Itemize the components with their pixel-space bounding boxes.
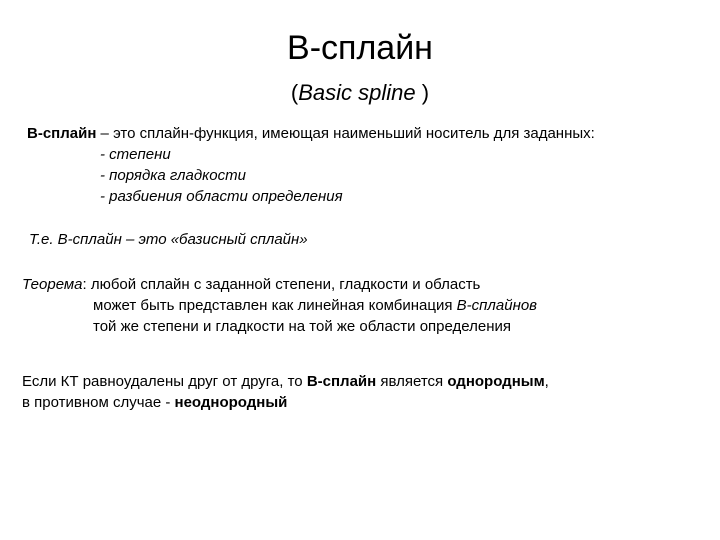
theorem-label: Теорема — [22, 276, 83, 293]
note-line-1-a: Если КТ равноудалены друг от друга, то — [22, 373, 307, 390]
theorem-line-3: той же степени и гладкости на той же области определения — [93, 318, 511, 335]
ie-line: Т.е. B-сплайн – это «базисный сплайн» — [29, 231, 308, 248]
note-line-1 — [22, 372, 549, 392]
definition-term: B-сплайн — [27, 125, 97, 142]
theorem-line-1-text: : любой сплайн с заданной степени, гладкости и область — [82, 276, 481, 293]
theorem-line-2-text: может быть представлен как линейная комбинация — [93, 297, 457, 314]
definition-line — [27, 124, 595, 144]
note-line-1-term: B-сплайн — [306, 373, 377, 390]
theorem-line-2 — [93, 296, 537, 316]
slide-title: B-сплайн — [287, 29, 433, 67]
note-line-2-nonuniform: неоднородный — [174, 394, 288, 411]
definition-text: – это сплайн-функция, имеющая наименьший носитель для заданных: — [96, 125, 595, 142]
slide-subtitle — [0, 80, 720, 106]
definition-item-degree: - степени — [100, 146, 171, 163]
definition-item-partition: - разбиения области определения — [100, 188, 343, 205]
note-line-1-c: является — [376, 373, 448, 390]
subtitle-text: Basic spline — [298, 80, 416, 105]
theorem-line-1 — [22, 275, 480, 295]
theorem-line-2-term: B-сплайнов — [456, 297, 537, 314]
note-line-2 — [22, 393, 287, 413]
subtitle-close-paren: ) — [415, 80, 430, 105]
subtitle-open-paren: ( — [290, 80, 299, 105]
note-line-1-uniform: однородным — [447, 373, 545, 390]
note-line-2-a: в противном случае - — [22, 394, 175, 411]
definition-item-smoothness: - порядка гладкости — [100, 167, 246, 184]
note-line-1-comma: , — [544, 373, 549, 390]
